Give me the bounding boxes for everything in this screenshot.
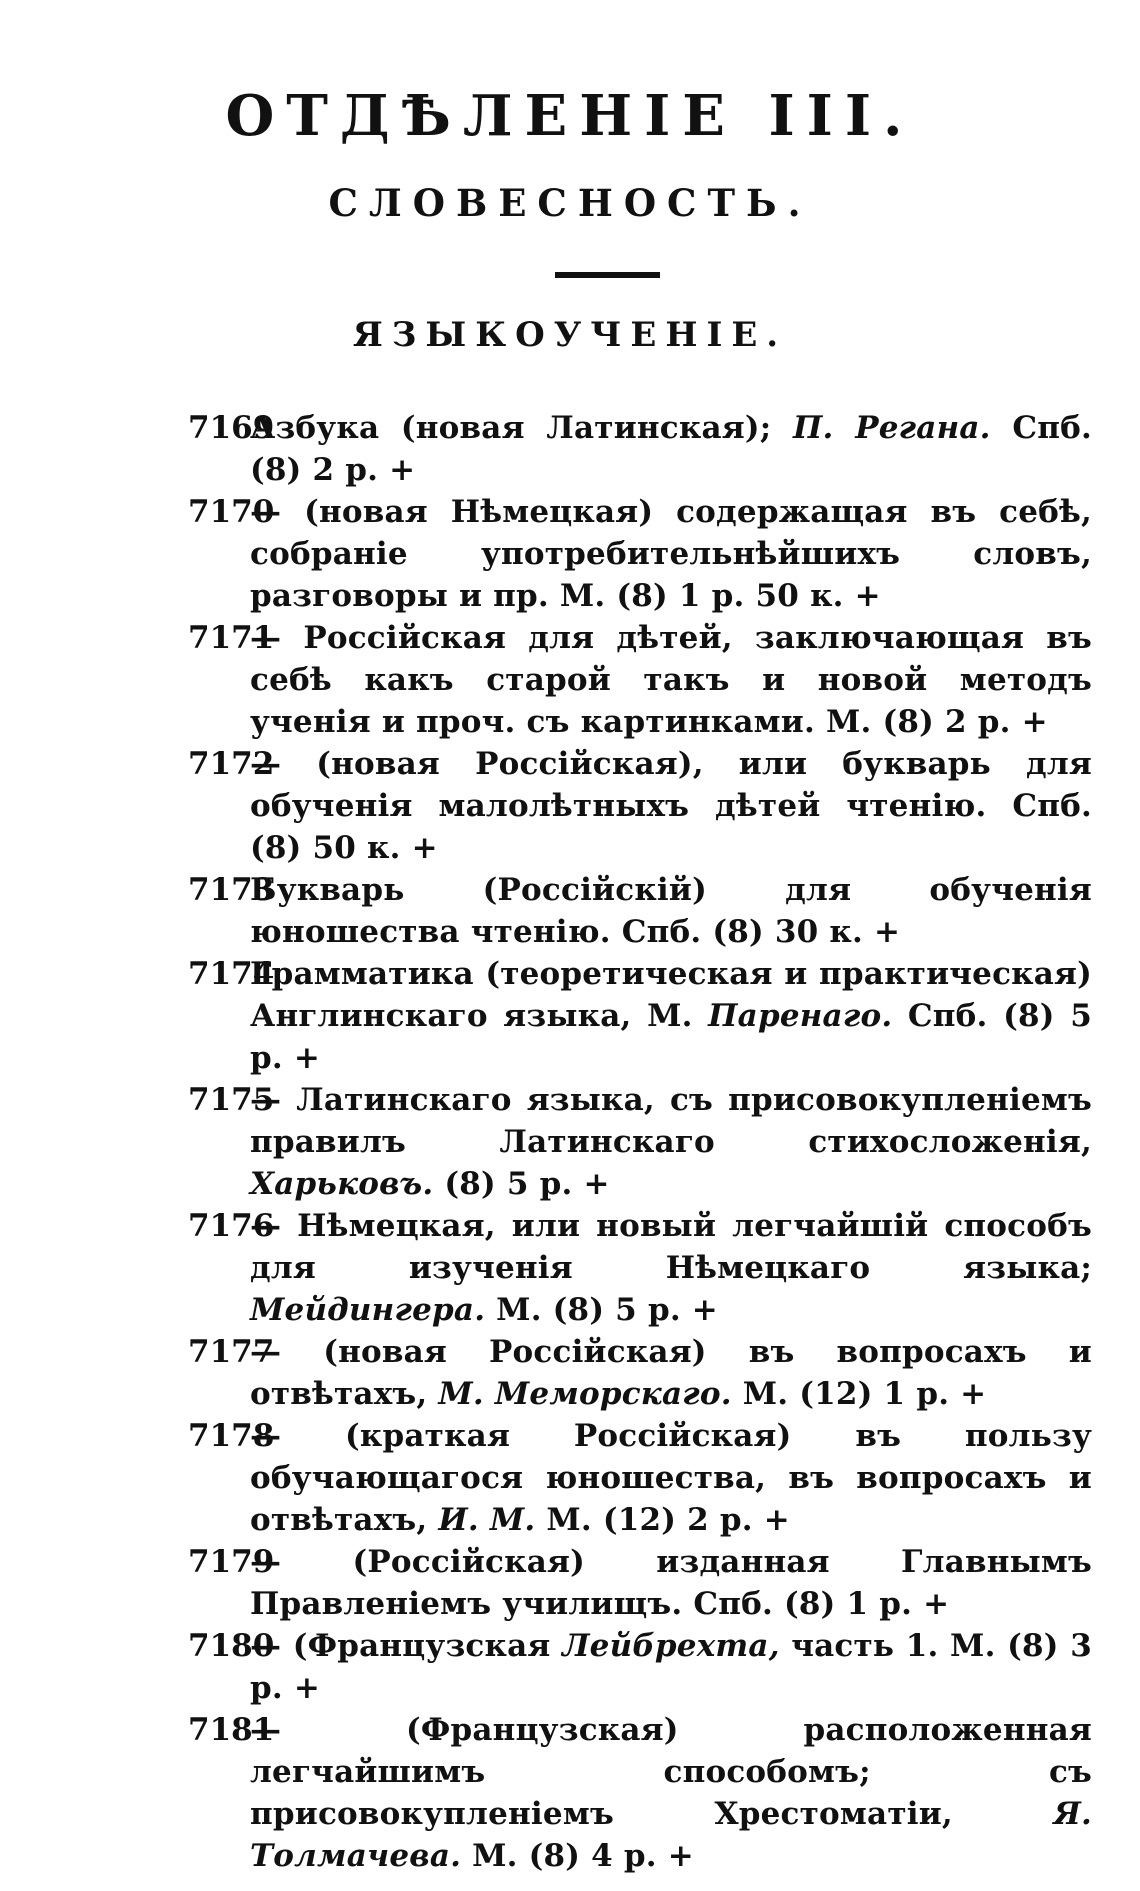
entry-text-main: — (Французская) расположенная легчайшимъ способомъ; съ присовокупленiемъ Хрестоматiи, [250, 1712, 1092, 1832]
list-item [188, 953, 1110, 1079]
entry-text [250, 491, 1110, 617]
list-item [188, 491, 1110, 617]
section-title: ОТДѢЛЕНIЕ III. [225, 83, 915, 149]
entry-text [250, 953, 1110, 1079]
list-item [188, 1415, 1110, 1541]
list-item [188, 1709, 1110, 1877]
entry-text-main: Букварь (Россiйскiй) для обученiя юношества чтенiю. Спб. (8) 30 к. + [250, 872, 1092, 950]
entry-text [250, 1625, 1110, 1709]
entry-number: 7180 [188, 1628, 275, 1664]
entry-text-main: — (Россiйская) изданная Главнымъ Правленiемъ училищъ. Спб. (8) 1 р. + [250, 1544, 1092, 1622]
entry-text-main: — Латинскаго языка, съ присовокупленiемъ правилъ Латинскаго стихосложенiя, [250, 1082, 1092, 1160]
entry-number: 7170 [188, 494, 275, 530]
entry-author: Паренаго. [708, 998, 893, 1034]
list-item [188, 869, 1110, 953]
subject-title: СЛОВЕСНОСТЬ. [328, 181, 812, 225]
entry-text [250, 1415, 1110, 1541]
entry-number: 7172 [188, 746, 275, 782]
entry-author: Харьковъ. [250, 1166, 434, 1202]
entry-text [250, 1331, 1110, 1415]
entry-text [250, 1205, 1110, 1331]
entry-text-main: — Нѣмецкая, или новый легчайшiй способъ для изученiя Нѣмецкаго языка; [250, 1208, 1092, 1286]
entry-number: 7181 [188, 1712, 275, 1748]
entry-text-tail: М. (8) 4 р. + [461, 1838, 694, 1874]
entry-number: 7178 [188, 1418, 275, 1454]
entry-text [250, 1541, 1110, 1625]
entry-author: Мейдингера. [250, 1292, 486, 1328]
entry-author: Лейбрехта, [562, 1628, 780, 1664]
entry-text-tail: М. (12) 2 р. + [535, 1502, 790, 1538]
entry-text-main: — (Французская [250, 1628, 563, 1664]
entry-text-main: Азбука (новая Латинская); [250, 410, 794, 446]
entry-text-tail: М. (12) 1 р. + [731, 1376, 987, 1412]
list-item [188, 1205, 1110, 1331]
entries-list [188, 407, 1110, 1877]
entry-text-main: — Россiйская для дѣтей, заключающая въ себѣ какъ старой такъ и новой методъ ученiя и проч. съ картинками. М. (8) 2 р. + [250, 620, 1092, 740]
entry-text-main: — (новая Россiйская), или букварь для обученiя малолѣтныхъ дѣтей чтенiю. Спб. (8) 50 к. + [250, 746, 1092, 866]
entry-text-main: — (новая Россiйская) въ вопросахъ и отвѣтахъ, [250, 1334, 1092, 1412]
entry-text-main: — (краткая Россiйская) въ пользу обучающагося юношества, въ вопросахъ и отвѣтахъ, [250, 1418, 1092, 1538]
entry-number: 7173 [188, 872, 275, 908]
entry-text [250, 1709, 1110, 1877]
entry-number: 7175 [188, 1082, 275, 1118]
entry-text-main: Грамматика (теоретическая и практическая) Англинскаго языка, М. [250, 956, 1092, 1034]
subsection-title: ЯЗЫКОУЧЕНIЕ. [352, 315, 788, 355]
list-item [188, 407, 1110, 491]
entry-text-tail: Спб. (8) 5 р. + [250, 998, 1092, 1076]
list-item [188, 1079, 1110, 1205]
entry-number: 7169 [188, 410, 275, 446]
list-item [188, 1331, 1110, 1415]
entry-text [250, 1079, 1110, 1205]
entry-text [250, 407, 1110, 491]
entry-text-tail: Спб. (8) 2 р. + [250, 410, 1093, 488]
list-item [188, 1541, 1110, 1625]
entry-author: П. Регана. [793, 410, 991, 446]
list-item [188, 617, 1110, 743]
list-item [188, 743, 1110, 869]
entry-author: И. М. [438, 1502, 536, 1538]
entry-author: М. Меморскаго. [438, 1376, 732, 1412]
list-item [188, 1625, 1110, 1709]
title-divider [555, 272, 660, 278]
entry-number: 7179 [188, 1544, 275, 1580]
entry-text-main: — (новая Нѣмецкая) содержащая въ себѣ, собранiе употребительнѣйшихъ словъ, разговоры и пр. М. (8) 1 р. 50 к. + [250, 494, 1092, 614]
entry-text-tail: часть 1. М. (8) 3 р. + [250, 1628, 1092, 1706]
entry-text-tail: (8) 5 р. + [433, 1166, 610, 1202]
entry-text [250, 743, 1110, 869]
entry-number: 7176 [188, 1208, 275, 1244]
entry-number: 7174 [188, 956, 275, 992]
entry-number: 7171 [188, 620, 275, 656]
entry-text [250, 869, 1110, 953]
entry-author: Я. Толмачева. [250, 1796, 1092, 1874]
entry-number: 7177 [188, 1334, 275, 1370]
entry-text-tail: М. (8) 5 р. + [485, 1292, 718, 1328]
entry-text [250, 617, 1110, 743]
